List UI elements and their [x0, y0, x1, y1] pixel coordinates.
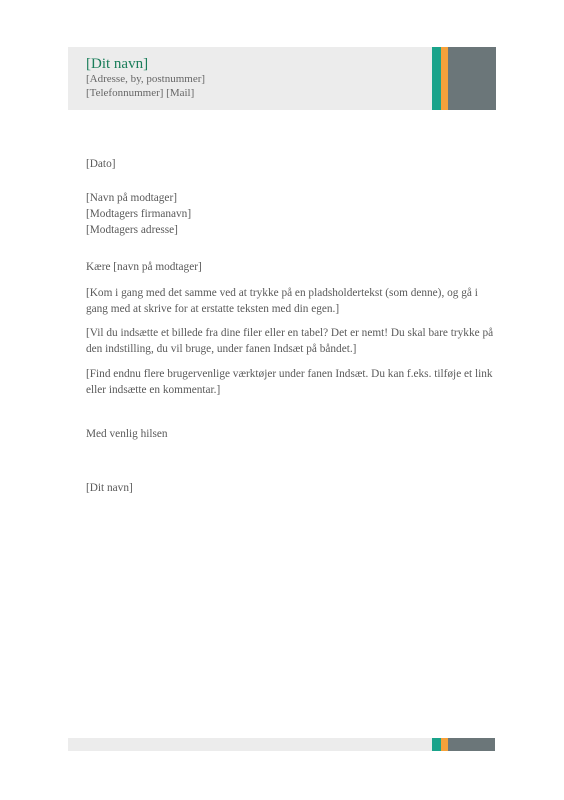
greeting[interactable]: Kære [navn på modtager]	[86, 261, 202, 273]
sender-address[interactable]: [Adresse, by, postnummer]	[86, 73, 206, 85]
teal-stripe	[432, 47, 441, 110]
closing[interactable]: Med venlig hilsen	[86, 428, 168, 440]
recipient-block	[86, 190, 191, 238]
sender-name[interactable]: [Dit navn]	[86, 56, 149, 72]
signature-name[interactable]: [Dit navn]	[86, 482, 133, 494]
recipient-name[interactable]: [Navn på modtager]	[86, 192, 177, 204]
body-paragraph[interactable]: [Kom i gang med det samme ved at trykke på en pladsholdertekst (som denne), og gå i gang med at skrive for at erstatte teksten med din egen.]	[86, 287, 478, 315]
body-paragraph[interactable]: [Vil du indsætte et billede fra dine filer eller en tabel? Det er nemt! Du skal bare trykke på den indstilling, du vil bruge, under fanen Indsæt på båndet.]	[86, 327, 494, 355]
footer-band	[68, 738, 432, 751]
body-paragraph[interactable]: [Find endnu flere brugervenlige værktøjer under fanen Indsæt. Du kan f.eks. tilføje et link eller indsætte en kommentar.]	[86, 368, 493, 396]
recipient-address[interactable]: [Modtagers adresse]	[86, 224, 178, 236]
orange-stripe	[441, 47, 448, 110]
gray-stripe	[448, 738, 495, 751]
orange-stripe	[441, 738, 448, 751]
date-field[interactable]: [Dato]	[86, 158, 116, 170]
sender-contact[interactable]: [Telefonnummer] [Mail]	[86, 87, 195, 99]
recipient-company[interactable]: [Modtagers firmanavn]	[86, 208, 192, 220]
gray-stripe	[448, 47, 496, 110]
teal-stripe	[432, 738, 441, 751]
